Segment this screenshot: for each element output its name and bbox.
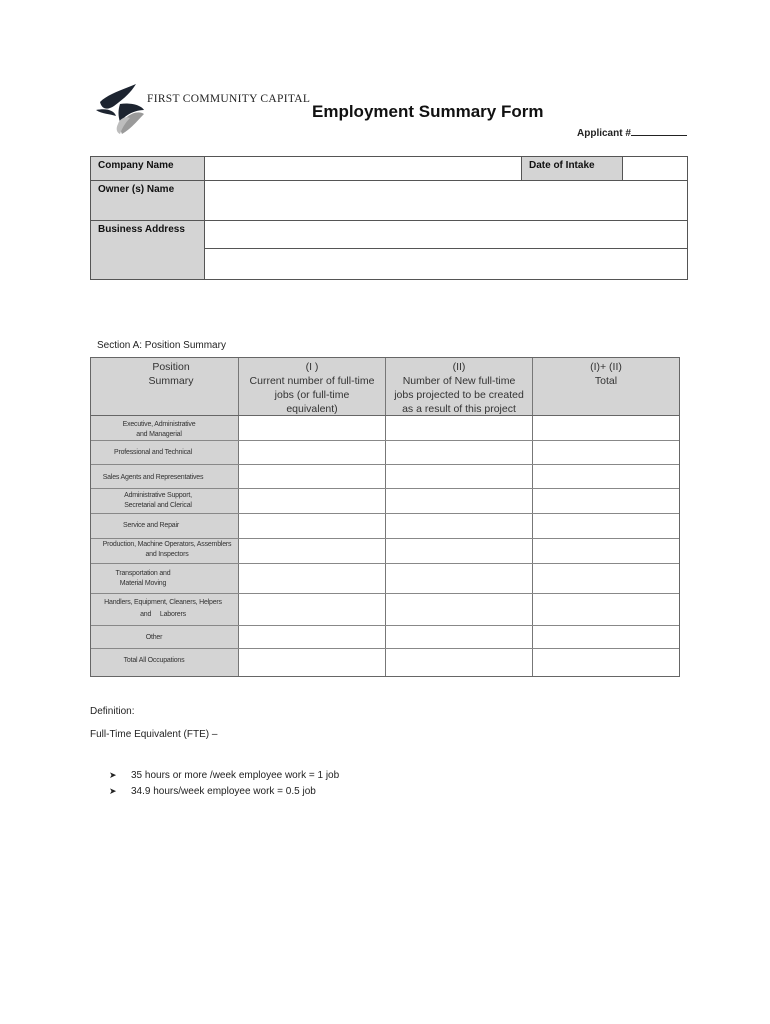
executive-current-cell[interactable] [239,416,385,440]
position-summary-table [90,357,680,677]
col-header-line: jobs (or full-time [274,389,350,401]
handlers-total-cell[interactable] [533,594,679,625]
handlers-new-cell[interactable] [386,594,532,625]
production-new-cell[interactable] [386,539,532,563]
row-label-line: and Inspectors [145,551,189,558]
row-label-line: Transportation and [115,570,171,577]
bullet-text: 35 hours or more /week employee work = 1 job [131,770,340,781]
row-label-line: Handlers, Equipment, Cleaners, Helpers [104,599,222,606]
col-header-current [239,360,385,416]
owners-name-label: Owner (s) Name [91,181,205,221]
col-header-new [386,360,532,416]
row-label-line: Executive, Administrative [122,421,196,428]
transportation-total-cell[interactable] [533,564,679,593]
service-new-cell[interactable] [386,514,532,538]
business-address-line-2[interactable] [205,249,687,279]
col-header-line: Current number of full-time [249,375,375,387]
row-label-line: and Laborers [140,611,186,618]
professional-total-cell[interactable] [533,441,679,464]
row-label-line: Other [145,634,163,641]
row-label-other [91,633,217,643]
owners-name-field[interactable] [205,181,687,221]
row-label-line: and Managerial [136,431,182,438]
sales-current-cell[interactable] [239,465,385,488]
company-name-field[interactable] [205,157,522,181]
bullet-text: 34.9 hours/week employee work = 0.5 job [131,786,316,797]
definition-label: Definition: [90,706,135,717]
col-header-line: Total [594,375,618,387]
col-header-line: (I)+ (II) [590,361,622,373]
row-label-line: Professional and Technical [114,449,192,456]
row-label-handlers [91,598,235,620]
col-header-line: Position [152,361,190,373]
other-new-cell[interactable] [386,626,532,648]
production-current-cell[interactable] [239,539,385,563]
row-label-line: Production, Machine Operators, Assemblers [102,541,232,548]
col-header-line: (II) [452,361,466,373]
other-total-cell[interactable] [533,626,679,648]
applicant-label: Applicant # [577,128,631,139]
transportation-current-cell[interactable] [239,564,385,593]
admin-support-new-cell[interactable] [386,489,532,513]
col-header-line: Summary [148,375,194,387]
handlers-current-cell[interactable] [239,594,385,625]
row-label-professional [91,448,215,458]
fte-label: Full-Time Equivalent (FTE) – [90,729,218,740]
service-current-cell[interactable] [239,514,385,538]
row-label-line: Secretarial and Clerical [124,502,192,509]
sales-total-cell[interactable] [533,465,679,488]
fte-bullet-2 [109,786,316,797]
brand-name: FIRST COMMUNITY CAPITAL [147,93,311,105]
row-label-line: Administrative Support, [124,492,192,499]
company-logo [92,80,148,136]
business-address-label: Business Address [91,221,205,279]
arrowhead-bullet-icon: ➤ [109,786,117,796]
row-label-total [91,656,217,666]
date-of-intake-label: Date of Intake [522,157,623,181]
section-a-label: Section A: Position Summary [97,340,226,351]
row-label-line: Material Moving [119,580,167,587]
sales-new-cell[interactable] [386,465,532,488]
col-header-line: (I ) [305,361,319,373]
company-name-label: Company Name [91,157,205,181]
total-total-cell[interactable] [533,649,679,676]
date-of-intake-field[interactable] [623,157,687,181]
row-label-sales [91,473,215,483]
professional-current-cell[interactable] [239,441,385,464]
applicant-number [577,126,687,139]
row-label-transportation [91,569,195,589]
executive-new-cell[interactable] [386,416,532,440]
row-label-production [93,540,241,560]
row-label-admin-support [91,491,225,511]
executive-total-cell[interactable] [533,416,679,440]
production-total-cell[interactable] [533,539,679,563]
business-address-line-1[interactable] [205,221,687,249]
transportation-new-cell[interactable] [386,564,532,593]
fte-bullet-1 [109,770,339,781]
row-label-executive [91,420,227,440]
col-header-line: as a result of this project [402,403,516,415]
total-new-cell[interactable] [386,649,532,676]
form-title: Employment Summary Form [312,102,544,121]
arrowhead-bullet-icon: ➤ [109,770,117,780]
company-info-table [90,156,688,280]
col-header-total [533,360,679,388]
col-header-position [91,360,251,388]
total-current-cell[interactable] [239,649,385,676]
col-header-line: equivalent) [286,403,338,415]
service-total-cell[interactable] [533,514,679,538]
other-current-cell[interactable] [239,626,385,648]
row-label-service [91,521,211,531]
row-label-line: Service and Repair [123,522,179,529]
row-label-line: Sales Agents and Representatives [102,474,204,481]
admin-support-total-cell[interactable] [533,489,679,513]
professional-new-cell[interactable] [386,441,532,464]
row-label-line: Total All Occupations [123,657,185,664]
col-header-line: jobs projected to be created [394,389,524,401]
applicant-number-field[interactable] [631,126,687,136]
col-header-line: Number of New full-time [402,375,516,387]
admin-support-current-cell[interactable] [239,489,385,513]
